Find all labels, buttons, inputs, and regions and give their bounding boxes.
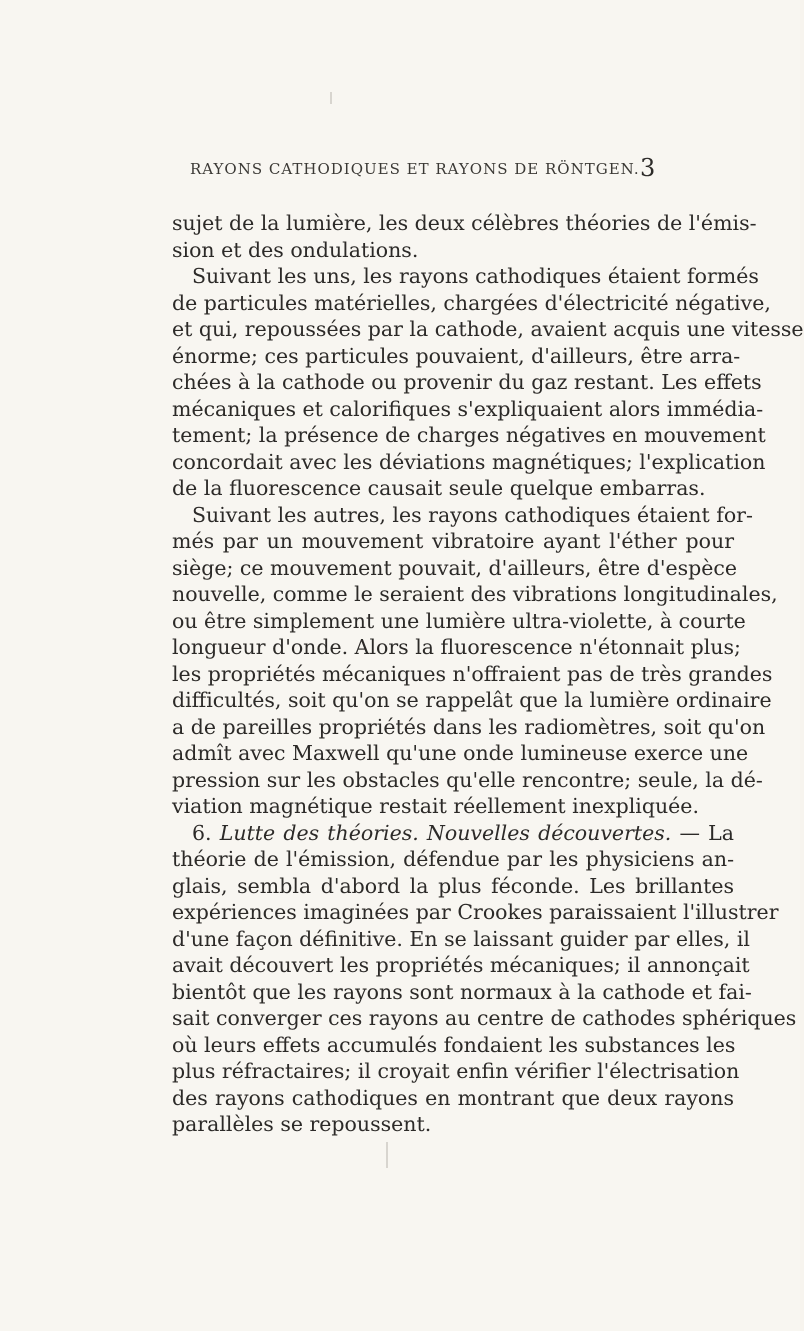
text-line: de la fluorescence causait seule quelque embarras. — [172, 476, 706, 500]
text-line: de particules matérielles, chargées d'électricité négative, — [172, 290, 771, 315]
text-line: d'une façon définitive. En se laissant guider par elles, il — [172, 926, 750, 951]
text-line: més par un mouvement vibratoire ayant l'éther pour — [172, 529, 734, 553]
section-heading-line — [172, 820, 734, 847]
text-line: glais, sembla d'abord la plus féconde. Les brillantes — [172, 873, 734, 898]
page-number: 3 — [640, 154, 656, 182]
section-heading-rest: — La — [671, 820, 734, 845]
text-line: viation magnétique restait réellement inexpliquée. — [172, 794, 699, 818]
text-line: Suivant les autres, les rayons cathodiques étaient for- — [192, 502, 753, 527]
text-line: plus réfractaires; il croyait enfin vérifier l'électrisation — [172, 1059, 740, 1083]
text-line: théorie de l'émission, défendue par les physiciens an- — [172, 847, 734, 871]
text-line: sion et des ondulations. — [172, 237, 419, 262]
body-text — [172, 210, 804, 1138]
text-line: et qui, repoussées par la cathode, avaient acquis une vitesse — [172, 317, 804, 341]
text-line: siège; ce mouvement pouvait, d'ailleurs, être d'espèce — [172, 555, 737, 580]
text-line: ou être simplement une lumière ultra-violette, à courte — [172, 608, 746, 633]
text-line: avait découvert les propriétés mécaniques; il annonçait — [172, 953, 750, 977]
text-line: des rayons cathodiques en montrant que deux rayons — [172, 1085, 734, 1110]
text-line: tement; la présence de charges négatives en mouvement — [172, 423, 766, 447]
text-line: mécaniques et calorifiques s'expliquaient alors immédia- — [172, 396, 764, 421]
section-title: Lutte des théories. Nouvelles découvertes. — [219, 820, 672, 845]
text-line: les propriétés mécaniques n'offraient pas de très grandes — [172, 661, 773, 686]
text-line: longueur d'onde. Alors la fluorescence n'étonnait plus; — [172, 635, 741, 659]
text-line: concordait avec les déviations magnétiques; l'explication — [172, 449, 766, 474]
text-line: expériences imaginées par Crookes paraissaient l'illustrer — [172, 900, 779, 924]
page-speck — [386, 1142, 388, 1168]
text-line: parallèles se repoussent. — [172, 1112, 432, 1136]
text-line: nouvelle, comme le seraient des vibrations longitudinales, — [172, 582, 778, 606]
text-line: où leurs effets accumulés fondaient les substances les — [172, 1032, 736, 1057]
text-line: sait converger ces rayons au centre de cathodes sphériques — [172, 1006, 797, 1030]
text-line: Suivant les uns, les rayons cathodiques étaient formés — [192, 264, 759, 288]
page-speck — [330, 92, 332, 104]
section-number: 6. — [192, 820, 212, 845]
text-line: sujet de la lumière, les deux célèbres théories de l'émis- — [172, 211, 757, 235]
text-line: énorme; ces particules pouvaient, d'ailleurs, être arra- — [172, 343, 741, 368]
running-header: RAYONS CATHODIQUES ET RAYONS DE RÖNTGEN. — [190, 160, 640, 178]
text-line: a de pareilles propriétés dans les radiomètres, soit qu'on — [172, 714, 766, 739]
text-line: chées à la cathode ou provenir du gaz restant. Les effets — [172, 370, 762, 394]
text-line: admît avec Maxwell qu'une onde lumineuse exerce une — [172, 741, 749, 765]
text-line: bientôt que les rayons sont normaux à la cathode et fai- — [172, 979, 752, 1004]
text-line: difficultés, soit qu'on se rappelât que la lumière ordinaire — [172, 688, 772, 712]
text-line: pression sur les obstacles qu'elle rencontre; seule, la dé- — [172, 767, 763, 792]
